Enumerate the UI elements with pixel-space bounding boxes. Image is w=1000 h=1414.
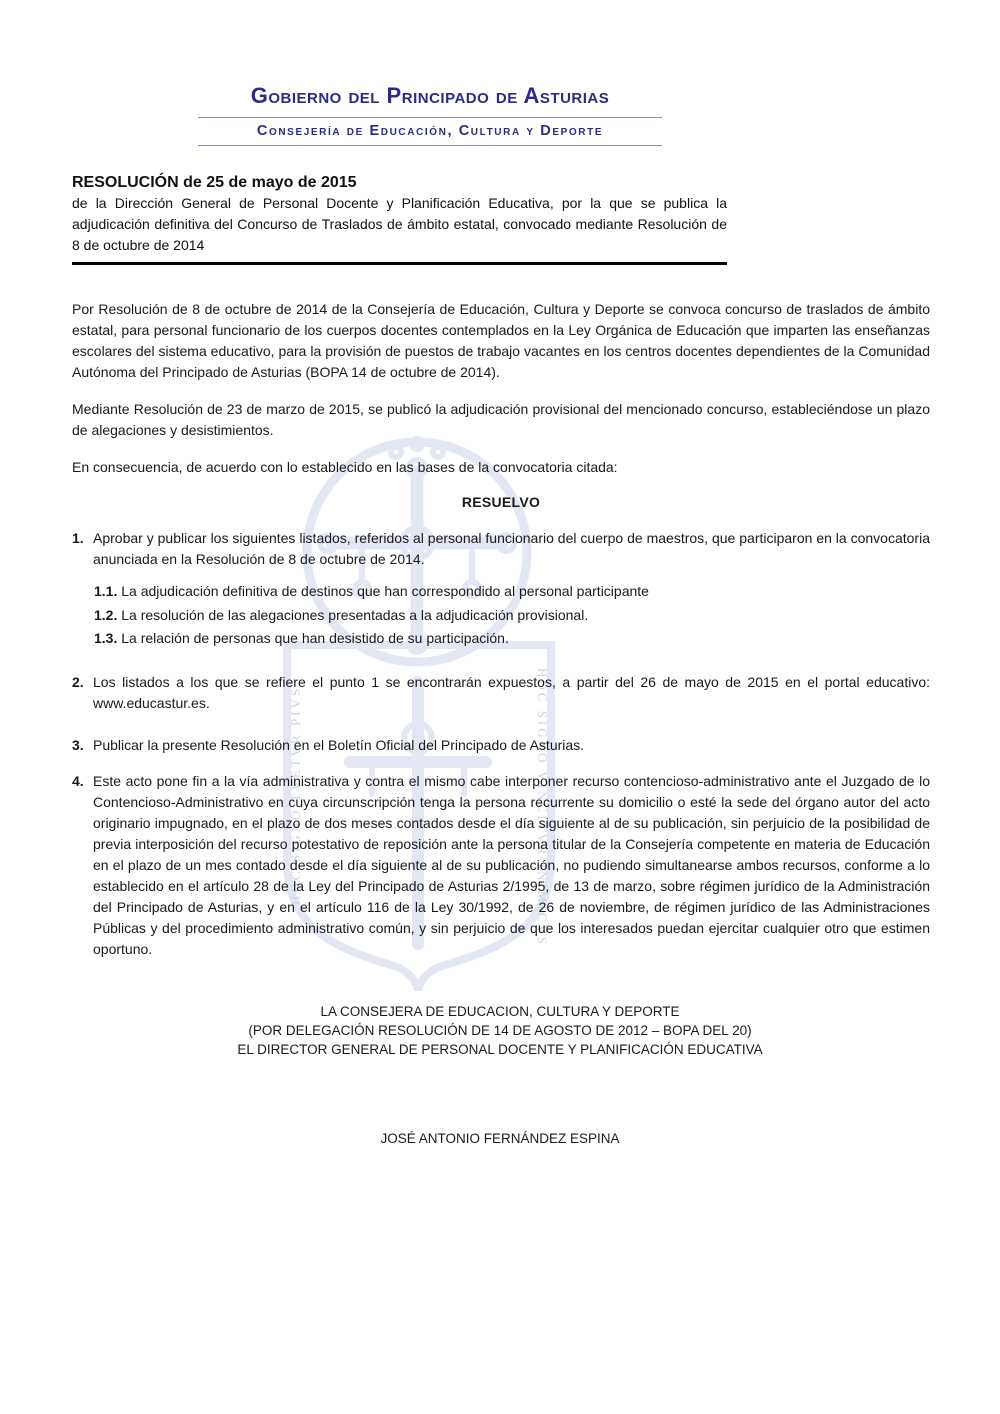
subitem-number: 1.1. (94, 583, 118, 600)
paragraph-consecuencia: En consecuencia, de acuerdo con lo establecido en las bases de la convocatoria citada: (72, 459, 618, 476)
subitem-text: La adjudicación definitiva de destinos que han correspondido al personal participante (121, 583, 649, 600)
list-subitems (94, 580, 930, 651)
item-number: 1. (72, 530, 84, 547)
signature-line: (POR DELEGACIÓN RESOLUCIÓN DE 14 DE AGOSTO DE 2012 – BOPA DEL 20) (248, 1022, 752, 1038)
list-item-2 (72, 672, 930, 714)
paragraph-provisional: Mediante Resolución de 23 de marzo de 2015, se publicó la adjudicación provisional del mencionado concurso, estableciéndose un plazo de alegaciones y desistimientos. (72, 401, 930, 439)
list-subitem-1-2 (94, 604, 930, 628)
resolution-title: RESOLUCIÓN de 25 de mayo de 2015 (72, 174, 357, 192)
signature-block (0, 1002, 1000, 1059)
department-band: Consejería de Educación, Cultura y Deporte (198, 117, 662, 146)
subitem-number: 1.3. (94, 630, 118, 647)
item-text: Este acto pone fin a la vía administrativa y contra el mismo cabe interponer recurso contencioso-administrativo ante el Juzgado de lo Contencioso-Administrativo en cuya circunscripción tenga la persona recurrente su domicilio o esté la sede del órgano autor del acto originario impugnado, en el plazo de dos meses contados desde el día siguiente al de su publicación, sin perjuicio de la posibilidad de previa interposición del recurso potestativo de reposición ante la persona titular de la Consejería competente en materia de Educación en el plazo de un mes contado desde el día siguiente al de su publicación, no pudiendo simultanearse ambos recursos, conforme a lo establecido en el artículo 28 de la Ley del Principado de Asturias 2/1995, de 13 de marzo, sobre régimen jurídico de la Administración del Principado de Asturias, y en el artículo 116 de la Ley 30/1992, de 26 de noviembre, de régimen jurídico de las Administraciones Públicas y del procedimiento administrativo común, y sin perjuicio de que los interesados puedan ejercitar cualquier otro que estimen oportuno. (93, 772, 930, 957)
subitem-number: 1.2. (94, 606, 118, 623)
resuelvo-heading: RESUELVO (461, 494, 541, 511)
signature-line: EL DIRECTOR GENERAL DE PERSONAL DOCENTE Y PLANIFICACIÓN EDUCATIVA (237, 1041, 763, 1057)
government-header (198, 84, 662, 146)
watermark-motto-left: HOC SIGNO TVETVR PIVS (288, 685, 303, 905)
resolution-title-block (72, 172, 727, 265)
resolution-subtitle: de la Dirección General de Personal Docente y Planificación Educativa, por la que se publica la adjudicación definitiva del Concurso de Traslados de ámbito estatal, convocado mediante Resolución de 8 de octubre de 2014 (72, 195, 727, 254)
government-name: Gobierno del Principado de Asturias (250, 83, 610, 108)
resolution-body (72, 299, 930, 960)
item-text: Aprobar y publicar los siguientes listados, referidos al personal funcionario del cuerpo de maestros, que participaron en la convocatoria anunciada en la Resolución de 8 de octubre de 2014. (93, 530, 930, 568)
list-subitem-1-1 (94, 580, 930, 604)
subitem-text: La resolución de las alegaciones presentadas a la adjudicación provisional. (121, 606, 589, 623)
item-number: 3. (72, 736, 84, 753)
list-subitem-1-3 (94, 627, 930, 651)
list-item-4 (72, 771, 930, 960)
watermark-motto-right: HOC SIGNO VINCITVR INIMICVS (535, 668, 550, 948)
signatory-name: JOSÉ ANTONIO FERNÁNDEZ ESPINA (380, 1130, 620, 1146)
subitem-text: La relación de personas que han desistido de su participación. (121, 630, 509, 647)
paragraph-convocatoria: Por Resolución de 8 de octubre de 2014 de la Consejería de Educación, Cultura y Deporte se convoca concurso de traslados de ámbito estatal, para personal funcionario de los cuerpos docentes contemplados en la Ley Orgánica de Educación que imparten las enseñanzas escolares del sistema educativo, para la provisión de puestos de trabajo vacantes en los centros docentes dependientes de la Comunidad Autónoma del Principado de Asturias (BOPA 14 de octubre de 2014). (72, 301, 930, 381)
item-text: Publicar la presente Resolución en el Boletín Oficial del Principado de Asturias. (93, 736, 585, 753)
item-text: Los listados a los que se refiere el punto 1 se encontrarán expuestos, a partir del 26 de mayo de 2015 en el portal educativo: www.educastur.es. (93, 673, 930, 711)
item-number: 4. (72, 772, 84, 789)
list-item-1 (72, 528, 930, 570)
item-number: 2. (72, 673, 84, 690)
signature-line: LA CONSEJERA DE EDUCACION, CULTURA Y DEPORTE (320, 1003, 680, 1019)
list-item-3 (72, 735, 930, 756)
